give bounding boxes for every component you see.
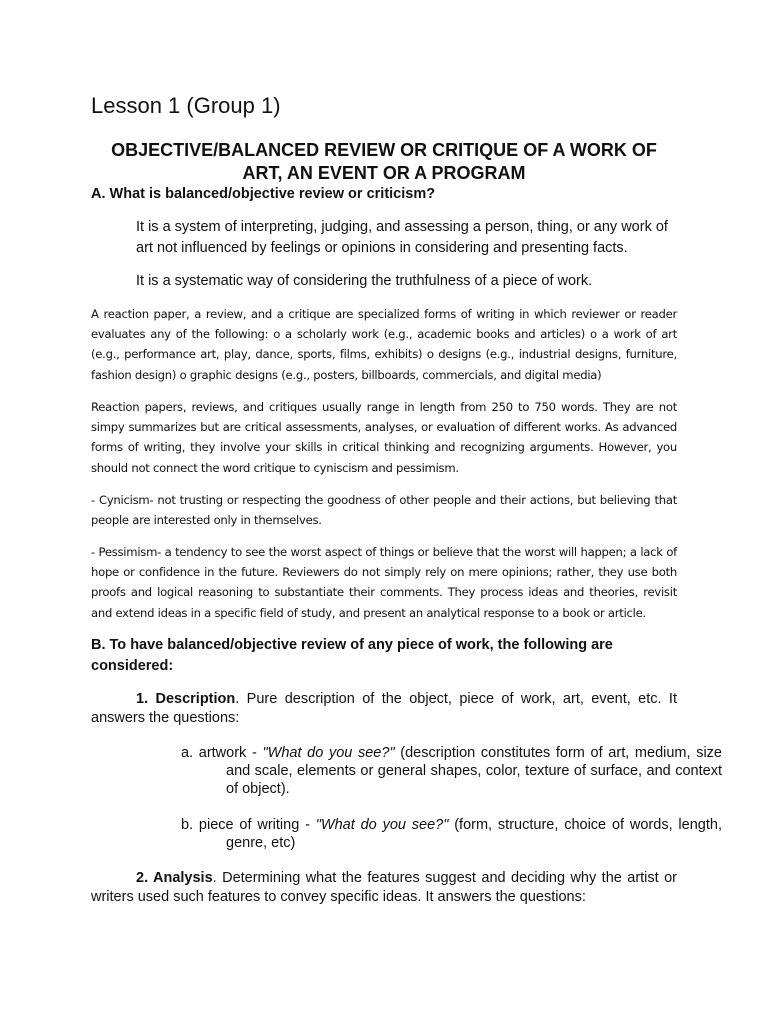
document-title: OBJECTIVE/BALANCED REVIEW OR CRITIQUE OF A WORK OF ART, AN EVENT OR A PROGRAM	[111, 140, 657, 183]
paragraph-pessimism: - Pessimism- a tendency to see the worst aspect of things or believe that the worst will happen; a lack of hope or confidence in the future. Reviewers do not simply rely on mere opinions; rather, they use both proofs and logical reasoning to substantiate their comments. They process ideas and theories, revisit and extend ideas in a specific field of study, and present an analytical response to a book or article.	[91, 545, 677, 620]
description-text: . Pure description of the object, piece of work, art, event, etc. It answers the questions:	[91, 691, 677, 726]
section-a-heading: A. What is balanced/objective review or criticism?	[91, 186, 436, 202]
item-analysis	[91, 869, 677, 907]
definition-1: It is a system of interpreting, judging, and assessing a person, thing, or any work of art not influenced by feelings or opinions in considering and presenting facts.	[136, 219, 668, 256]
sub-item-writing	[181, 816, 722, 852]
paragraph-review-length: Reaction papers, reviews, and critiques usually range in length from 250 to 750 words. They are not simpy summarizes but are critical assessments, analyses, or evaluation of different works. As advanced forms of writing, they involve your skills in critical thinking and recognizing arguments. However, you should not connect the word critique to cyniscism and pessimism.	[91, 400, 677, 475]
writing-question: "What do you see?"	[315, 817, 449, 833]
lesson-title: Lesson 1 (Group 1)	[91, 93, 281, 118]
artwork-text: (description constitutes form of art, medium, size and scale, elements or general shapes, color, texture of surface, and context of object).	[226, 745, 722, 797]
artwork-prefix: a. artwork -	[181, 745, 263, 761]
paragraph-review-forms: A reaction paper, a review, and a critique are specialized forms of writing in which reviewer or reader evaluates any of the following: o a scholarly work (e.g., academic books and articles) o a work of art (e.g., performance art, play, dance, sports, films, exhibits) o designs (e.g., industrial designs, furniture, fashion design) o graphic designs (e.g., posters, billboards, commercials, and digital media)	[91, 307, 677, 382]
writing-prefix: b. piece of writing -	[181, 817, 316, 833]
item-description	[91, 690, 677, 728]
analysis-label: 2. Analysis	[136, 870, 213, 886]
paragraph-cynicism: - Cynicism- not trusting or respecting the goodness of other people and their actions, but believing that people are interested only in themselves.	[91, 493, 677, 528]
writing-text: (form, structure, choice of words, length, genre, etc)	[226, 817, 722, 851]
sub-item-artwork	[181, 744, 722, 798]
definition-2: It is a systematic way of considering the truthfulness of a piece of work.	[136, 273, 593, 289]
analysis-text: . Determining what the features suggest and deciding why the artist or writers used such features to convey specific ideas. It answers the questions:	[91, 870, 677, 905]
description-label: 1. Description	[136, 691, 236, 707]
section-b-heading: B. To have balanced/objective review of any piece of work, the following are considered:	[91, 637, 613, 674]
artwork-question: "What do you see?"	[262, 745, 395, 761]
